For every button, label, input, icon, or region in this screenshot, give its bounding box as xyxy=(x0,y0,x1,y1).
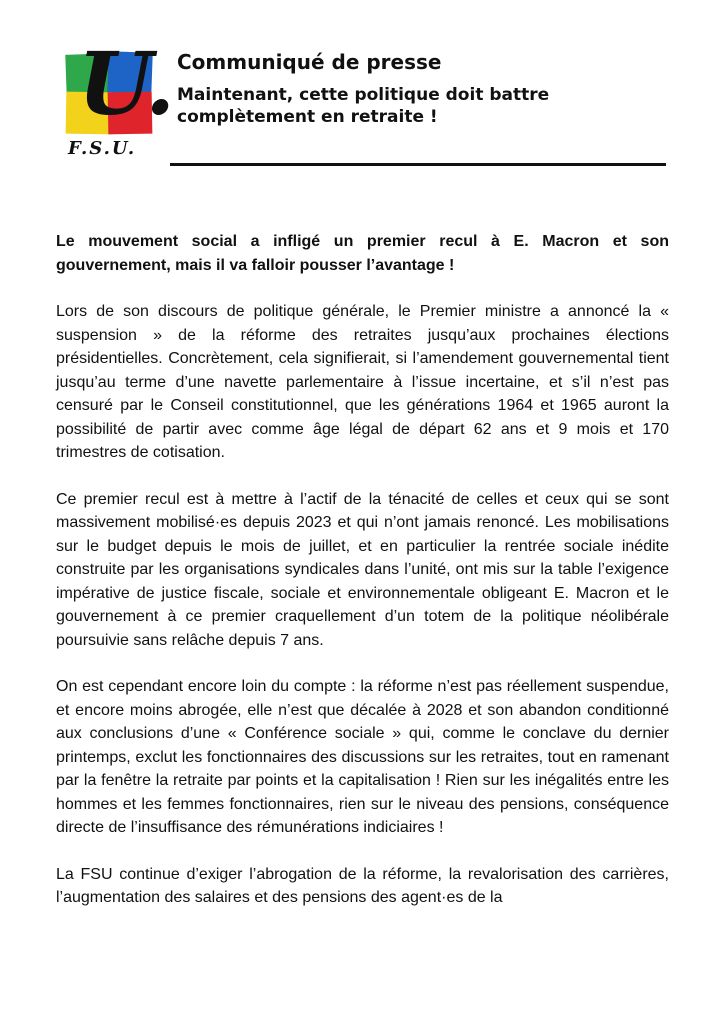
press-release-title: Communiqué de presse xyxy=(177,50,442,74)
logo-letter: U. xyxy=(78,34,176,135)
paragraph: La FSU continue d’exiger l’abrogation de la réforme, la revalorisation des carrières, l’augmentation des salaires et des pensions des agent·es de la xyxy=(56,865,669,906)
fsu-logo xyxy=(58,34,176,162)
document-body xyxy=(56,230,669,933)
logo-caption: F.S.U. xyxy=(68,138,137,159)
header-divider xyxy=(170,163,666,166)
paragraph: Ce premier recul est à mettre à l’actif de la ténacité de celles et ceux qui se sont massivement mobilisé·es depuis 2023 et qui n’ont jamais renoncé. Les mobilisations sur le budget depuis le mois de juillet, et en particulier la rentrée sociale inédite construite par les organisations syndicales dans l’unité, ont mis sur la table l’exigence impérative de justice fiscale, sociale et environnementale obligeant E. Macron et le gouvernement à ce premier craquellement d’un totem de la politique néolibérale poursuivie sans relâche depuis 7 ans. xyxy=(56,490,669,649)
press-release-subtitle: Maintenant, cette politique doit battre complètement en retraite ! xyxy=(177,85,550,127)
lead-paragraph: Le mouvement social a infligé un premier recul à E. Macron et son gouvernement, mais il va falloir pousser l’avantage ! xyxy=(56,233,669,274)
paragraph: Lors de son discours de politique générale, le Premier ministre a annoncé la « suspension » de la réforme des retraites jusqu’aux prochaines élections présidentielles. Concrètement, cela signifierait, si l’amendement gouvernemental tient jusqu’au terme d’une navette parlementaire à l’issue incertaine, et s’il n’est pas censuré par le Conseil constitutionnel, que les générations 1964 et 1965 auront la possibilité de partir avec comme âge légal de départ 62 ans et 9 mois et 170 trimestres de cotisation. xyxy=(56,303,669,461)
paragraph: On est cependant encore loin du compte : la réforme n’est pas réellement suspendue, et encore moins abrogée, elle n’est que décalée à 2028 et son abandon conditionné aux conclusions d’une « Conférence sociale » qui, comme le conclave du dernier printemps, exclut les fonctionnaires des discussions sur les retraites, tout en ramenant par la fenêtre la retraite par points et la capitalisation ! Rien sur les inégalités entre les hommes et les femmes fonctionnaires, rien sur le niveau des pensions, conséquence directe de l’insuffisance des rémunérations indiciaires ! xyxy=(56,678,669,836)
